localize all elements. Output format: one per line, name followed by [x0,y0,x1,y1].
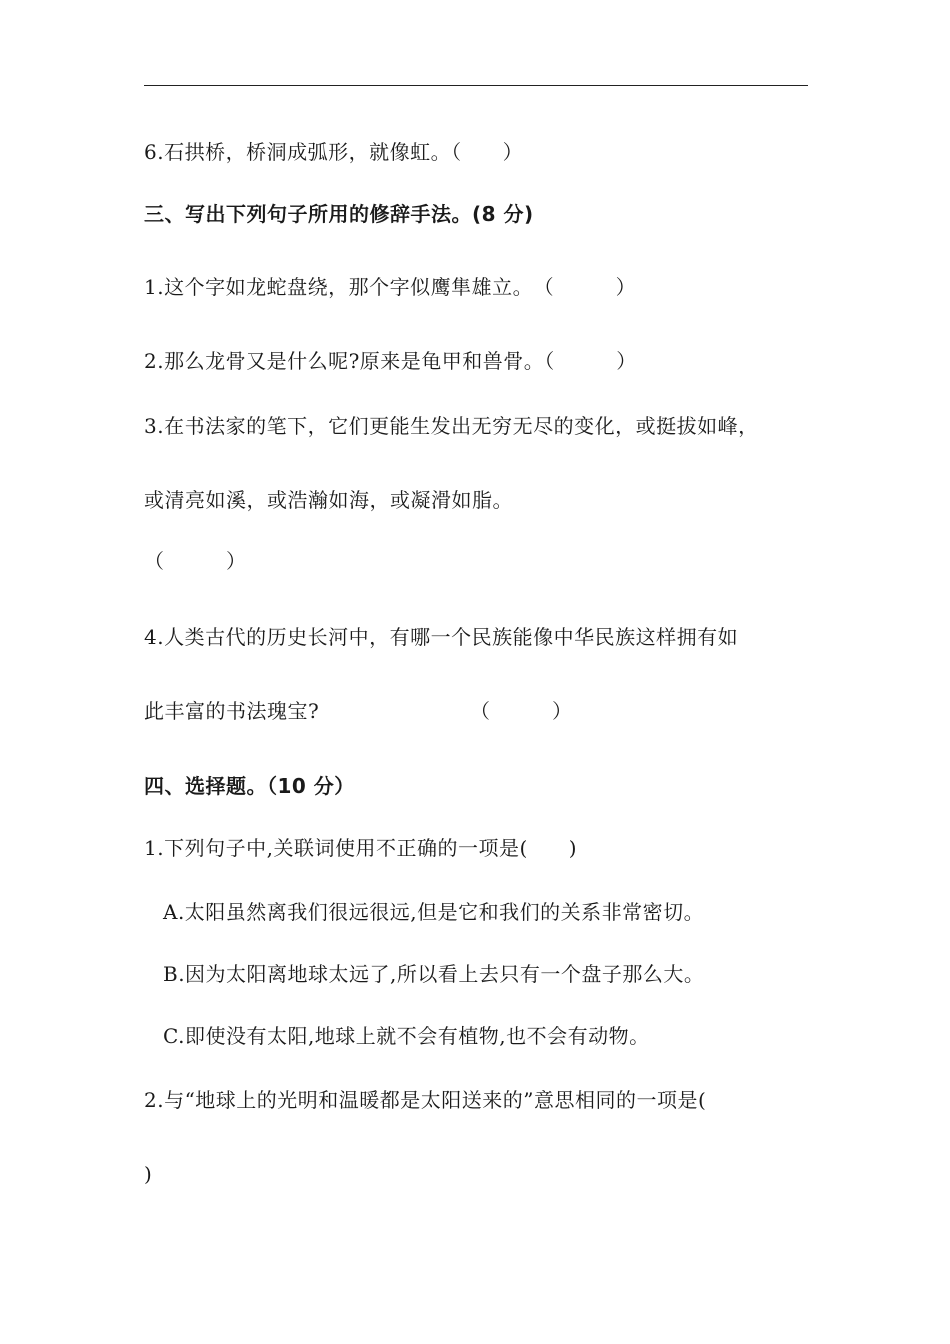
question-2-6: 6.石拱桥，桥洞成弧形，就像虹。（ ） [144,140,524,164]
header-rule [144,85,808,86]
question-4-1-option-c: C.即使没有太阳,地球上就不会有植物,也不会有动物。 [163,1024,650,1048]
question-3-4-answer-blank: （ ） [470,699,573,723]
question-3-3-line1: 3.在书法家的笔下，它们更能生发出无穷无尽的变化，或挺拔如峰， [144,414,759,438]
question-4-1-option-a: A.太阳虽然离我们很远很远,但是它和我们的关系非常密切。 [163,900,705,924]
section-4-heading: 四、选择题。（10 分） [144,774,355,798]
question-3-1: 1.这个字如龙蛇盘绕，那个字似鹰隼雄立。 （ ） [144,275,637,299]
question-4-1-stem: 1.下列句子中,关联词使用不正确的一项是( ) [144,836,578,860]
question-3-2: 2.那么龙骨又是什么呢?原来是龟甲和兽骨。（ ） [144,349,637,373]
question-3-4-line2: 此丰富的书法瑰宝? [144,699,320,723]
question-4-2-stem-line1: 2.与“地球上的光明和温暖都是太阳送来的”意思相同的一项是( [144,1088,707,1112]
question-4-2-stem-line2: ) [144,1162,153,1186]
section-3-heading: 三、写出下列句子所用的修辞手法。(8 分) [144,202,534,226]
question-3-4-line1: 4.人类古代的历史长河中，有哪一个民族能像中华民族这样拥有如 [144,625,739,649]
question-3-3-answer-blank: （ ） [144,549,247,573]
question-4-1-option-b: B.因为太阳离地球太远了,所以看上去只有一个盘子那么大。 [163,962,705,986]
question-3-3-line2: 或清亮如溪，或浩瀚如海，或凝滑如脂。 [144,488,513,512]
